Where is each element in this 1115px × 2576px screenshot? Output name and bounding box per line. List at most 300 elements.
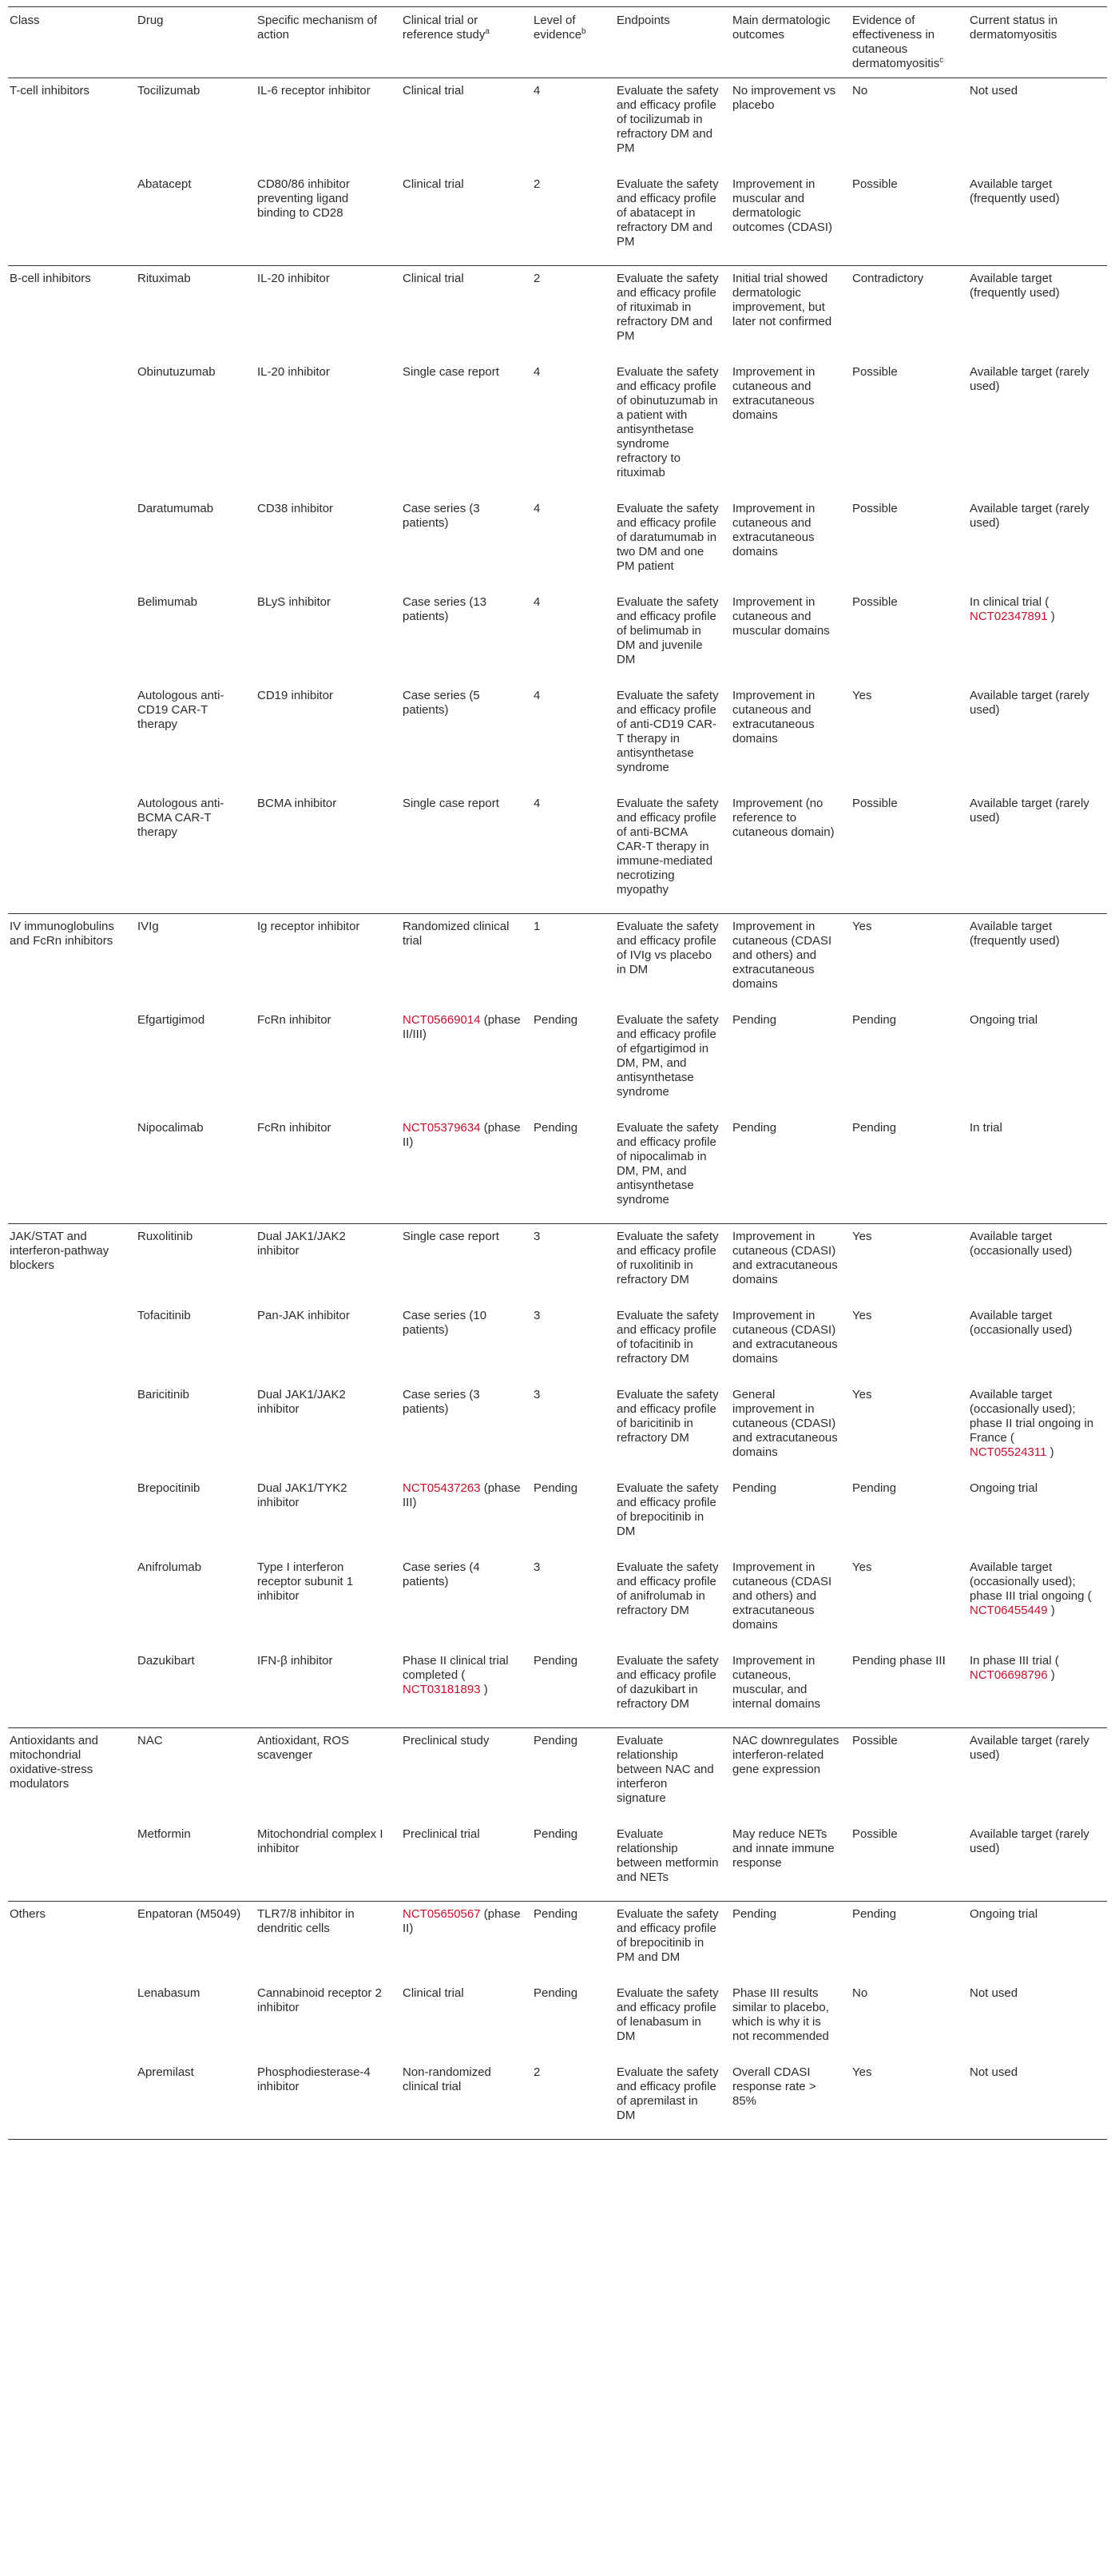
column-header-label: Clinical trial or reference study [403,14,486,42]
status-text: Available target (rarely used) [970,1734,1089,1762]
outcomes-text: Improvement in cutaneous (CDASI) and extracutaneous domains [732,1230,838,1286]
effectiveness-cell [852,2060,970,2140]
study-cell [403,1303,534,1382]
outcomes-cell [732,360,852,496]
drug-cell [137,1648,257,1728]
evidence-level: 2 [534,177,541,191]
effectiveness-text: Yes [852,1230,872,1243]
drug-cell [137,1224,257,1304]
mechanism-text: Antioxidant, ROS scavenger [257,1734,350,1762]
drug-cell [137,791,257,914]
mechanism-cell [257,1476,403,1555]
mechanism-text: Dual JAK1/JAK2 inhibitor [257,1230,346,1258]
evidence-level: 3 [534,1309,541,1322]
study-cell [403,1008,534,1115]
table-row [8,172,1107,266]
evidence-level-cell [534,914,617,1008]
effectiveness-cell [852,1382,970,1476]
study-text: Preclinical study [403,1734,490,1747]
status-cell [970,1115,1107,1224]
endpoints-cell [617,683,732,791]
trial-link[interactable]: NCT02347891 [970,610,1048,623]
mechanism-cell [257,683,403,791]
mechanism-cell [257,590,403,683]
table-row [8,590,1107,683]
drug-name: Rituximab [137,272,191,285]
evidence-level-cell [534,266,617,360]
drug-cell [137,266,257,360]
column-header-label: Class [10,14,40,27]
study-cell [403,1981,534,2060]
mechanism-cell [257,1382,403,1476]
status-text: Ongoing trial [970,1481,1038,1495]
mechanism-cell [257,1303,403,1382]
outcomes-cell [732,2060,852,2140]
trial-link[interactable]: NCT03181893 [403,1683,481,1696]
study-text: Clinical trial [403,1986,464,2000]
evidence-level: Pending [534,1013,578,1027]
class-label: JAK/STAT and interferon-pathway blockers [10,1230,109,1272]
table-header [8,7,1107,78]
mechanism-cell [257,266,403,360]
class-cell [8,496,137,590]
header-row [8,7,1107,78]
evidence-level-cell [534,1902,617,1982]
drug-name: Autologous anti-BCMA CAR-T therapy [137,797,224,839]
status-text: In clinical trial [970,595,1042,609]
class-cell [8,1476,137,1555]
mechanism-text: Mitochondrial complex I inhibitor [257,1827,383,1855]
effectiveness-text: Contradictory [852,272,924,285]
status-cell: Available target (occasionally used); phase II trial ongoing in France ( NCT05524311 ) [970,1388,1094,1459]
trial-link[interactable]: NCT06455449 [970,1604,1048,1617]
drug-cell [137,590,257,683]
status-text: Available target (rarely used) [970,797,1089,825]
study-text: Single case report [403,365,499,379]
class-cell [8,590,137,683]
column-header [257,7,403,78]
study-cell [403,172,534,266]
study-cell [403,360,534,496]
study-cell [403,1555,534,1648]
study-cell [403,914,534,1008]
effectiveness-cell [852,683,970,791]
endpoints-cell [617,172,732,266]
evidence-level-cell [534,496,617,590]
mechanism-cell [257,1902,403,1982]
endpoints-text: Evaluate the safety and efficacy profile of apremilast in DM [617,2065,719,2122]
mechanism-text: CD38 inhibitor [257,502,334,515]
endpoints-cell [617,1728,732,1823]
mechanism-text: TLR7/8 inhibitor in dendritic cells [257,1907,355,1935]
effectiveness-text: Pending [852,1907,897,1921]
column-header-label: Endpoints [617,14,670,27]
endpoints-cell [617,1822,732,1902]
endpoints-text: Evaluate the safety and efficacy profile of efgartigimod in DM, PM, and antisynthetase syndrome [617,1013,719,1099]
status-cell: Available target (occasionally used); phase III trial ongoing ( NCT06455449 ) [970,1560,1092,1617]
study-cell [403,2060,534,2140]
status-cell [970,1224,1107,1304]
endpoints-text: Evaluate the safety and efficacy profile of daratumumab in two DM and one PM patient [617,502,719,573]
endpoints-text: Evaluate the safety and efficacy profile of dazukibart in refractory DM [617,1654,719,1711]
trial-link[interactable]: NCT05437263 [403,1481,481,1495]
drug-name: Tofacitinib [137,1309,191,1322]
status-cell [970,1902,1107,1982]
status-cell [970,266,1107,360]
drug-cell [137,1115,257,1224]
endpoints-cell [617,791,732,914]
effectiveness-text: Possible [852,797,898,810]
mechanism-text: Pan-JAK inhibitor [257,1309,350,1322]
mechanism-text: Ig receptor inhibitor [257,920,360,933]
drug-name: Abatacept [137,177,192,191]
column-header [8,7,137,78]
class-label: IV immunoglobulins and FcRn inhibitors [10,920,114,948]
outcomes-cell [732,1902,852,1982]
status-text: Available target (frequently used) [970,272,1060,300]
class-cell [8,914,137,1008]
outcomes-cell [732,1648,852,1728]
study-text: Case series (10 patients) [403,1309,487,1337]
outcomes-cell [732,1728,852,1823]
class-cell [8,360,137,496]
endpoints-text: Evaluate the safety and efficacy profile of IVIg vs placebo in DM [617,920,719,976]
drug-name: Apremilast [137,2065,194,2079]
status-text: Available target (rarely used) [970,365,1089,393]
evidence-level: Pending [534,1654,578,1668]
outcomes-text: Improvement in cutaneous and muscular domains [732,595,830,638]
endpoints-cell [617,590,732,683]
study-cell [403,266,534,360]
drug-cell [137,78,257,173]
effectiveness-cell [852,1648,970,1728]
outcomes-cell [732,78,852,173]
table-row [8,914,1107,1008]
study-cell [403,1822,534,1902]
status-cell: In phase III trial ( NCT06698796 ) [970,1654,1059,1682]
endpoints-text: Evaluate the safety and efficacy profile of ruxolitinib in refractory DM [617,1230,719,1286]
drug-cell [137,914,257,1008]
class-cell [8,266,137,360]
effectiveness-text: Yes [852,689,872,702]
outcomes-cell [732,1303,852,1382]
effectiveness-cell [852,791,970,914]
endpoints-text: Evaluate relationship between NAC and interferon signature [617,1734,714,1805]
effectiveness-text: No [852,1986,868,2000]
trial-link[interactable]: NCT05379634 [403,1121,481,1135]
endpoints-cell [617,1008,732,1115]
drug-name: Obinutuzumab [137,365,216,379]
drug-name: Brepocitinib [137,1481,200,1495]
class-cell [8,1981,137,2060]
effectiveness-text: Yes [852,1560,872,1574]
column-header-label: Current status in dermatomyositis [970,14,1058,42]
study-text: Randomized clinical trial [403,920,510,948]
column-header [970,7,1107,78]
column-header-label: Specific mechanism of action [257,14,378,42]
status-text: Available target (occasionally used); phase II trial ongoing in France [970,1388,1094,1445]
endpoints-cell [617,78,732,173]
endpoints-text: Evaluate the safety and efficacy profile of tofacitinib in refractory DM [617,1309,719,1366]
outcomes-text: Pending [732,1121,777,1135]
table-row [8,1303,1107,1382]
class-cell [8,78,137,173]
mechanism-cell [257,1008,403,1115]
class-label: T-cell inhibitors [10,84,90,97]
evidence-level: 4 [534,689,541,702]
class-cell [8,683,137,791]
evidence-level-cell [534,683,617,791]
drug-name: Autologous anti-CD19 CAR-T therapy [137,689,224,731]
evidence-level-cell [534,1981,617,2060]
trial-link[interactable]: NCT05524311 [970,1445,1047,1459]
class-cell [8,1555,137,1648]
effectiveness-cell [852,1115,970,1224]
drug-cell [137,1555,257,1648]
endpoints-cell [617,914,732,1008]
evidence-level: 2 [534,272,541,285]
table-row [8,78,1107,173]
outcomes-text: Improvement in cutaneous and extracutaneous domains [732,502,815,559]
outcomes-text: Pending [732,1013,777,1027]
drug-cell [137,1728,257,1823]
class-label: B-cell inhibitors [10,272,91,285]
evidence-level: Pending [534,1986,578,2000]
status-cell [970,1822,1107,1902]
study-cell [403,1728,534,1823]
endpoints-text: Evaluate the safety and efficacy profile of anti-CD19 CAR-T therapy in antisynthetase syndrome [617,689,719,774]
status-text: Available target (frequently used) [970,177,1060,205]
outcomes-cell [732,1822,852,1902]
evidence-level-cell [534,1822,617,1902]
endpoints-cell [617,2060,732,2140]
class-cell [8,1115,137,1224]
outcomes-text: Improvement in cutaneous and extracutaneous domains [732,365,815,422]
outcomes-cell [732,791,852,914]
study-cell [403,683,534,791]
evidence-level: 4 [534,797,541,810]
drug-name: Baricitinib [137,1388,190,1401]
mechanism-text: IL-20 inhibitor [257,272,330,285]
endpoints-cell [617,1115,732,1224]
column-header-label: Level of evidence [534,14,582,42]
effectiveness-cell [852,78,970,173]
table-row [8,1822,1107,1902]
evidence-level: 4 [534,365,541,379]
study-text: Case series (3 patients) [403,1388,480,1416]
table-row [8,2060,1107,2140]
outcomes-cell [732,496,852,590]
study-text: Preclinical trial [403,1827,480,1841]
endpoints-cell [617,496,732,590]
effectiveness-text: Possible [852,365,898,379]
table-row [8,1902,1107,1982]
endpoints-text: Evaluate the safety and efficacy profile of baricitinib in refractory DM [617,1388,719,1445]
status-cell: In clinical trial ( NCT02347891 ) [970,595,1055,623]
table-row [8,496,1107,590]
endpoints-cell [617,1648,732,1728]
study-text: Non-randomized clinical trial [403,2065,491,2093]
endpoints-cell [617,1476,732,1555]
mechanism-cell [257,1822,403,1902]
study-cell [403,1115,534,1224]
mechanism-text: BLyS inhibitor [257,595,331,609]
drug-name: Ruxolitinib [137,1230,193,1243]
class-label: Others [10,1907,46,1921]
status-text: Available target (occasionally used) [970,1309,1073,1337]
study-cell [403,1382,534,1476]
footnote-marker: b [581,27,586,36]
drug-name: IVIg [137,920,159,933]
evidence-level: Pending [534,1827,578,1841]
effectiveness-text: Possible [852,1734,898,1747]
table-row [8,1115,1107,1224]
outcomes-cell [732,266,852,360]
evidence-level-cell [534,1115,617,1224]
mechanism-text: BCMA inhibitor [257,797,337,810]
mechanism-cell [257,1981,403,2060]
evidence-level: Pending [534,1481,578,1495]
table-row [8,1224,1107,1304]
evidence-level: Pending [534,1121,578,1135]
class-cell [8,1382,137,1476]
effectiveness-cell [852,1303,970,1382]
status-cell [970,914,1107,1008]
class-cell [8,1728,137,1823]
mechanism-cell [257,496,403,590]
evidence-level: Pending [534,1734,578,1747]
effectiveness-text: Pending [852,1481,897,1495]
status-text: Available target (rarely used) [970,689,1089,717]
mechanism-cell [257,1728,403,1823]
table-container [8,6,1107,2140]
study-cell [403,791,534,914]
endpoints-cell [617,266,732,360]
study-text: Clinical trial [403,177,464,191]
status-cell [970,683,1107,791]
study-text: Case series (4 patients) [403,1560,480,1588]
drug-name: Belimumab [137,595,198,609]
evidence-level: 1 [534,920,541,933]
evidence-level-cell [534,1224,617,1304]
trial-link[interactable]: NCT05669014 [403,1013,481,1027]
outcomes-cell [732,1382,852,1476]
endpoints-text: Evaluate the safety and efficacy profile of rituximab in refractory DM and PM [617,272,719,343]
study-cell [403,78,534,173]
outcomes-text: Improvement in cutaneous, muscular, and internal domains [732,1654,821,1711]
status-text: Ongoing trial [970,1013,1038,1027]
endpoints-text: Evaluate the safety and efficacy profile of brepocitinib in DM [617,1481,719,1538]
evidence-level: 3 [534,1388,541,1401]
evidence-level: 4 [534,84,541,97]
endpoints-text: Evaluate the safety and efficacy profile of brepocitinib in PM and DM [617,1907,719,1964]
outcomes-cell [732,172,852,266]
study-text: Case series (3 patients) [403,502,480,530]
drug-cell [137,1382,257,1476]
mechanism-cell [257,78,403,173]
table-row [8,1981,1107,2060]
outcomes-text: Improvement (no reference to cutaneous domain) [732,797,835,839]
status-cell [970,496,1107,590]
mechanism-cell [257,172,403,266]
class-cell [8,2060,137,2140]
effectiveness-cell [852,590,970,683]
study-text: (phase II) [403,1907,521,1935]
table-row [8,1648,1107,1728]
drug-cell [137,1902,257,1982]
class-cell [8,1902,137,1982]
effectiveness-cell [852,1822,970,1902]
table-row [8,266,1107,360]
table-body [8,78,1107,2140]
status-text: Available target (occasionally used) [970,1230,1073,1258]
column-header [852,7,970,78]
footnote-marker: a [485,27,490,36]
evidence-level-cell [534,360,617,496]
mechanism-text: IL-6 receptor inhibitor [257,84,371,97]
table-row [8,1008,1107,1115]
evidence-level: 4 [534,595,541,609]
evidence-level: 3 [534,1230,541,1243]
mechanism-cell [257,1224,403,1304]
study-text: (phase II) [403,1121,521,1149]
table-row [8,683,1107,791]
therapies-table [8,6,1107,2140]
effectiveness-text: Pending phase III [852,1654,946,1668]
trial-link[interactable]: NCT05650567 [403,1907,481,1921]
drug-name: NAC [137,1734,163,1747]
drug-cell [137,1981,257,2060]
class-cell [8,1822,137,1902]
study-text: (phase III) [403,1481,521,1509]
evidence-level: Pending [534,1907,578,1921]
drug-cell [137,683,257,791]
status-text: In trial [970,1121,1002,1135]
drug-cell [137,1008,257,1115]
drug-name: Metformin [137,1827,191,1841]
study-text: Clinical trial [403,272,464,285]
column-header [534,7,617,78]
endpoints-text: Evaluate the safety and efficacy profile of tocilizumab in refractory DM and PM [617,84,719,155]
mechanism-text: Type I interferon receptor subunit 1 inhibitor [257,1560,354,1603]
status-cell [970,2060,1107,2140]
endpoints-cell [617,1224,732,1304]
trial-link[interactable]: NCT06698796 [970,1668,1048,1682]
effectiveness-cell [852,1902,970,1982]
drug-cell [137,496,257,590]
effectiveness-text: Yes [852,920,872,933]
study-text: Case series (5 patients) [403,689,480,717]
column-header [617,7,732,78]
drug-name: Lenabasum [137,1986,200,2000]
effectiveness-cell [852,1981,970,2060]
mechanism-cell [257,1115,403,1224]
status-cell [970,1981,1107,2060]
effectiveness-cell [852,172,970,266]
endpoints-text: Evaluate the safety and efficacy profile of belimumab in DM and juvenile DM [617,595,719,666]
mechanism-cell [257,1555,403,1648]
evidence-level: 4 [534,502,541,515]
column-header [403,7,534,78]
class-cell [8,791,137,914]
column-header-label: Drug [137,14,164,27]
study-cell [403,496,534,590]
effectiveness-cell [852,360,970,496]
status-cell [970,1728,1107,1823]
drug-cell [137,172,257,266]
study-text: Single case report [403,797,499,810]
outcomes-cell [732,683,852,791]
